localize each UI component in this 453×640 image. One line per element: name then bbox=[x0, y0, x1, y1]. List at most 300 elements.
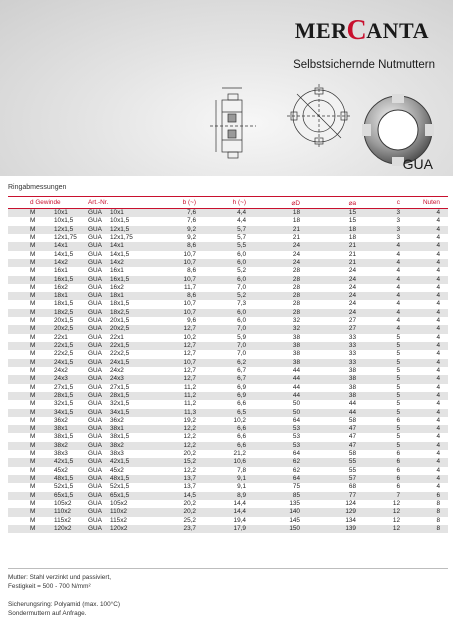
table-cell: 10x1 bbox=[108, 209, 152, 218]
table-cell: 57 bbox=[302, 475, 358, 483]
table-cell: 115x2 bbox=[108, 517, 152, 525]
table-cell: 6,5 bbox=[198, 409, 248, 417]
table-cell: 4 bbox=[358, 300, 402, 308]
table-cell: 6 bbox=[358, 417, 402, 425]
table-cell: 38 bbox=[248, 342, 302, 350]
table-cell: GUA bbox=[86, 251, 108, 259]
table-cell: M bbox=[8, 350, 52, 358]
table-cell: 7,3 bbox=[198, 300, 248, 308]
page-title: Selbstsichernde Nutmuttern bbox=[293, 59, 435, 71]
table-cell: 6,0 bbox=[198, 259, 248, 267]
table-cell: 4 bbox=[402, 392, 448, 400]
table-cell: 48x1,5 bbox=[108, 475, 152, 483]
table-cell: M bbox=[8, 234, 52, 242]
table-cell: 6 bbox=[402, 492, 448, 500]
table-cell: 38 bbox=[302, 375, 358, 383]
table-cell: 4 bbox=[402, 242, 448, 250]
table-cell: M bbox=[8, 267, 52, 275]
table-cell: 44 bbox=[302, 400, 358, 408]
table-cell: 4 bbox=[358, 309, 402, 317]
table-cell: 14,4 bbox=[198, 500, 248, 508]
table-cell: 5 bbox=[358, 392, 402, 400]
table-cell: 4 bbox=[402, 367, 448, 375]
section-title: Ringabmessungen bbox=[8, 184, 67, 191]
table-cell: 4 bbox=[402, 309, 448, 317]
table-cell: 42x1,5 bbox=[108, 458, 152, 466]
table-cell: 24 bbox=[302, 267, 358, 275]
table-cell: 65x1,5 bbox=[108, 492, 152, 500]
table-cell: 7,6 bbox=[152, 217, 198, 225]
table-cell: M bbox=[8, 409, 52, 417]
table-cell: 38x2 bbox=[108, 442, 152, 450]
table-cell: 8,6 bbox=[152, 292, 198, 300]
table-cell: 16x2 bbox=[52, 284, 86, 292]
table-cell: 47 bbox=[302, 425, 358, 433]
table-cell: 14x1,5 bbox=[52, 251, 86, 259]
dimensions-table-container bbox=[8, 196, 448, 533]
table-cell: 12x1,5 bbox=[52, 226, 86, 234]
table-cell: 24 bbox=[248, 251, 302, 259]
table-cell: 24 bbox=[302, 292, 358, 300]
table-cell: 3 bbox=[358, 209, 402, 218]
table-cell: 24x3 bbox=[52, 375, 86, 383]
table-cell: 28 bbox=[248, 309, 302, 317]
table-cell: 140 bbox=[248, 508, 302, 516]
table-cell: 4 bbox=[402, 300, 448, 308]
table-cell: 7,0 bbox=[198, 350, 248, 358]
table-cell: 120x2 bbox=[108, 525, 152, 533]
table-cell: 4,4 bbox=[198, 209, 248, 218]
table-cell: 28 bbox=[248, 284, 302, 292]
table-cell: 8 bbox=[402, 517, 448, 525]
table-cell: 19,2 bbox=[152, 417, 198, 425]
table-cell: 11,2 bbox=[152, 384, 198, 392]
table-cell: 4 bbox=[402, 417, 448, 425]
table-cell: 24x2 bbox=[52, 367, 86, 375]
table-cell: 24x3 bbox=[108, 375, 152, 383]
table-cell: 8 bbox=[402, 508, 448, 516]
table-cell: 62 bbox=[248, 458, 302, 466]
table-cell: 50 bbox=[248, 409, 302, 417]
table-cell: 38 bbox=[302, 367, 358, 375]
col-nuten: Nuten bbox=[402, 197, 448, 209]
table-cell: 4 bbox=[402, 325, 448, 333]
table-cell: GUA bbox=[86, 450, 108, 458]
table-cell: 44 bbox=[302, 409, 358, 417]
table-cell: 9,6 bbox=[152, 317, 198, 325]
table-cell: 5 bbox=[358, 350, 402, 358]
table-row bbox=[8, 359, 448, 367]
table-cell: 7,6 bbox=[152, 209, 198, 218]
header-banner bbox=[0, 0, 453, 176]
table-cell: GUA bbox=[86, 375, 108, 383]
table-cell: 22x1 bbox=[108, 334, 152, 342]
table-cell: M bbox=[8, 517, 52, 525]
table-cell: 4 bbox=[402, 226, 448, 234]
table-cell: 4 bbox=[402, 292, 448, 300]
table-cell: 18 bbox=[302, 226, 358, 234]
table-cell: GUA bbox=[86, 309, 108, 317]
table-cell: 12,7 bbox=[152, 350, 198, 358]
table-cell: 145 bbox=[248, 517, 302, 525]
table-cell: 24 bbox=[248, 259, 302, 267]
table-row bbox=[8, 292, 448, 300]
table-cell: 28x1,5 bbox=[108, 392, 152, 400]
table-cell: 5 bbox=[358, 359, 402, 367]
table-cell: 13,7 bbox=[152, 483, 198, 491]
table-row bbox=[8, 400, 448, 408]
table-cell: 10,6 bbox=[198, 458, 248, 466]
table-cell: 52x1,5 bbox=[52, 483, 86, 491]
table-cell: 20x2,5 bbox=[108, 325, 152, 333]
table-cell: M bbox=[8, 400, 52, 408]
table-cell: 12,7 bbox=[152, 375, 198, 383]
table-cell: 150 bbox=[248, 525, 302, 533]
table-cell: 105x2 bbox=[108, 500, 152, 508]
table-cell: 115x2 bbox=[52, 517, 86, 525]
table-cell: 7,0 bbox=[198, 342, 248, 350]
table-cell: 12,2 bbox=[152, 467, 198, 475]
table-cell: 58 bbox=[302, 450, 358, 458]
table-cell: M bbox=[8, 508, 52, 516]
technical-drawing-front-icon bbox=[283, 80, 355, 152]
material-note: Mutter: Stahl verzinkt und passiviert, bbox=[8, 574, 112, 581]
table-cell: 4 bbox=[358, 259, 402, 267]
table-row bbox=[8, 467, 448, 475]
table-cell: 10,7 bbox=[152, 300, 198, 308]
table-cell: 10,2 bbox=[152, 334, 198, 342]
table-cell: 9,2 bbox=[152, 226, 198, 234]
table-cell: 36x2 bbox=[52, 417, 86, 425]
table-cell: 77 bbox=[302, 492, 358, 500]
table-cell: M bbox=[8, 483, 52, 491]
col-b: b (~) bbox=[152, 197, 198, 209]
table-cell: M bbox=[8, 217, 52, 225]
col-gewinde: d Gewinde bbox=[8, 197, 86, 209]
table-cell: 12x1,75 bbox=[108, 234, 152, 242]
table-cell: 6,6 bbox=[198, 442, 248, 450]
table-cell: 6 bbox=[358, 450, 402, 458]
table-cell: 24 bbox=[302, 300, 358, 308]
table-cell: 55 bbox=[302, 458, 358, 466]
table-cell: 18x1,5 bbox=[52, 300, 86, 308]
table-cell: 18 bbox=[248, 217, 302, 225]
table-cell: 12 bbox=[358, 517, 402, 525]
table-cell: 24x2 bbox=[108, 367, 152, 375]
table-row bbox=[8, 209, 448, 218]
table-row bbox=[8, 492, 448, 500]
table-cell: 21 bbox=[248, 234, 302, 242]
table-cell: 4 bbox=[358, 242, 402, 250]
table-cell: 27x1,5 bbox=[108, 384, 152, 392]
table-cell: 4 bbox=[402, 425, 448, 433]
table-cell: 6,6 bbox=[198, 425, 248, 433]
table-cell: 10x1,5 bbox=[108, 217, 152, 225]
table-cell: 4 bbox=[358, 284, 402, 292]
table-cell: M bbox=[8, 284, 52, 292]
footer-divider bbox=[8, 568, 448, 569]
table-cell: 17,9 bbox=[198, 525, 248, 533]
table-cell: 110x2 bbox=[108, 508, 152, 516]
table-row bbox=[8, 450, 448, 458]
table-cell: 12,7 bbox=[152, 325, 198, 333]
table-cell: GUA bbox=[86, 475, 108, 483]
table-cell: 21,2 bbox=[198, 450, 248, 458]
table-row bbox=[8, 276, 448, 284]
table-cell: 38 bbox=[248, 359, 302, 367]
table-cell: 38x1,5 bbox=[52, 433, 86, 441]
table-cell: 16x2 bbox=[108, 284, 152, 292]
table-cell: 64 bbox=[248, 417, 302, 425]
table-row bbox=[8, 409, 448, 417]
table-cell: 44 bbox=[248, 375, 302, 383]
table-row bbox=[8, 375, 448, 383]
table-cell: 18x2,5 bbox=[108, 309, 152, 317]
table-cell: 6,7 bbox=[198, 375, 248, 383]
table-row bbox=[8, 217, 448, 225]
table-cell: GUA bbox=[86, 234, 108, 242]
table-row bbox=[8, 334, 448, 342]
ring-note: Sicherungsring: Polyamid (max. 100°C) bbox=[8, 601, 120, 608]
table-cell: 6,0 bbox=[198, 276, 248, 284]
table-cell: GUA bbox=[86, 425, 108, 433]
table-cell: 6 bbox=[358, 475, 402, 483]
table-cell: 18x1 bbox=[108, 292, 152, 300]
table-body bbox=[8, 209, 448, 534]
table-cell: 14x1 bbox=[52, 242, 86, 250]
table-cell: GUA bbox=[86, 525, 108, 533]
table-cell: 38x1 bbox=[52, 425, 86, 433]
table-row bbox=[8, 317, 448, 325]
table-cell: M bbox=[8, 475, 52, 483]
table-cell: M bbox=[8, 467, 52, 475]
table-cell: 32 bbox=[248, 325, 302, 333]
table-row bbox=[8, 433, 448, 441]
table-cell: 28 bbox=[248, 300, 302, 308]
table-cell: 4 bbox=[402, 467, 448, 475]
table-cell: 4 bbox=[402, 359, 448, 367]
footer-notes bbox=[8, 568, 448, 618]
table-cell: 4 bbox=[402, 217, 448, 225]
table-cell: 7,0 bbox=[198, 284, 248, 292]
table-cell: 33 bbox=[302, 359, 358, 367]
table-cell: 42x1,5 bbox=[52, 458, 86, 466]
table-cell: GUA bbox=[86, 508, 108, 516]
table-cell: 38 bbox=[248, 334, 302, 342]
table-cell: 21 bbox=[302, 251, 358, 259]
table-cell: 21 bbox=[302, 259, 358, 267]
table-cell: 32x1,5 bbox=[52, 400, 86, 408]
table-cell: 27x1,5 bbox=[52, 384, 86, 392]
table-cell: 38x3 bbox=[52, 450, 86, 458]
table-cell: 38 bbox=[248, 350, 302, 358]
table-cell: 22x2,5 bbox=[52, 350, 86, 358]
table-cell: 47 bbox=[302, 433, 358, 441]
table-cell: GUA bbox=[86, 342, 108, 350]
table-cell: 22x1,5 bbox=[108, 342, 152, 350]
table-cell: 8 bbox=[402, 525, 448, 533]
table-cell: 4 bbox=[358, 292, 402, 300]
table-cell: 44 bbox=[248, 367, 302, 375]
table-cell: 4 bbox=[402, 375, 448, 383]
table-cell: 5 bbox=[358, 425, 402, 433]
table-cell: 10x1 bbox=[52, 209, 86, 218]
table-cell: 58 bbox=[302, 417, 358, 425]
table-cell: 6,9 bbox=[198, 384, 248, 392]
table-cell: 6 bbox=[358, 467, 402, 475]
table-cell: 53 bbox=[248, 425, 302, 433]
table-cell: 5 bbox=[358, 367, 402, 375]
table-cell: 18 bbox=[248, 209, 302, 218]
table-cell: 7 bbox=[358, 492, 402, 500]
table-cell: 4 bbox=[402, 334, 448, 342]
table-cell: 24 bbox=[302, 284, 358, 292]
table-cell: 24 bbox=[248, 242, 302, 250]
table-cell: 5 bbox=[358, 342, 402, 350]
table-row bbox=[8, 458, 448, 466]
table-cell: GUA bbox=[86, 384, 108, 392]
table-cell: 20,2 bbox=[152, 500, 198, 508]
table-cell: 12,7 bbox=[152, 342, 198, 350]
table-cell: 21 bbox=[302, 242, 358, 250]
table-cell: 14x2 bbox=[108, 259, 152, 267]
table-row bbox=[8, 234, 448, 242]
table-cell: GUA bbox=[86, 334, 108, 342]
table-cell: 38x2 bbox=[52, 442, 86, 450]
table-cell: 5,2 bbox=[198, 267, 248, 275]
table-cell: 4 bbox=[402, 209, 448, 218]
table-cell: M bbox=[8, 417, 52, 425]
table-cell: 10,7 bbox=[152, 359, 198, 367]
table-cell: 12x1,5 bbox=[108, 226, 152, 234]
table-row bbox=[8, 226, 448, 234]
product-series-label: GUA bbox=[402, 156, 433, 172]
table-cell: 10,7 bbox=[152, 276, 198, 284]
table-cell: 20x1,5 bbox=[108, 317, 152, 325]
table-cell: 4 bbox=[402, 342, 448, 350]
table-cell: 12,2 bbox=[152, 433, 198, 441]
table-cell: GUA bbox=[86, 325, 108, 333]
table-cell: M bbox=[8, 442, 52, 450]
table-cell: M bbox=[8, 317, 52, 325]
special-order-note: Sondermuttern auf Anfrage. bbox=[8, 610, 87, 617]
table-cell: 18x2,5 bbox=[52, 309, 86, 317]
table-cell: 16x1 bbox=[108, 267, 152, 275]
table-cell: 18x1 bbox=[52, 292, 86, 300]
table-cell: 5 bbox=[358, 442, 402, 450]
table-cell: 24x1,5 bbox=[108, 359, 152, 367]
table-cell: 15 bbox=[302, 217, 358, 225]
table-cell: 5 bbox=[358, 433, 402, 441]
table-cell: 6,6 bbox=[198, 400, 248, 408]
table-cell: M bbox=[8, 334, 52, 342]
table-cell: 120x2 bbox=[52, 525, 86, 533]
table-cell: 5 bbox=[358, 334, 402, 342]
table-cell: 8,6 bbox=[152, 242, 198, 250]
col-c: c bbox=[358, 197, 402, 209]
table-cell: 4 bbox=[402, 234, 448, 242]
table-cell: M bbox=[8, 450, 52, 458]
table-cell: GUA bbox=[86, 409, 108, 417]
table-cell: 4 bbox=[358, 317, 402, 325]
table-cell: 25,2 bbox=[152, 517, 198, 525]
table-cell: 38x1 bbox=[108, 425, 152, 433]
table-cell: 12 bbox=[358, 500, 402, 508]
table-cell: 53 bbox=[248, 442, 302, 450]
table-row bbox=[8, 350, 448, 358]
table-cell: 4 bbox=[402, 267, 448, 275]
table-cell: 34x1,5 bbox=[108, 409, 152, 417]
table-cell: 34x1,5 bbox=[52, 409, 86, 417]
table-cell: 45x2 bbox=[52, 467, 86, 475]
table-cell: 11,2 bbox=[152, 400, 198, 408]
table-cell: 27 bbox=[302, 325, 358, 333]
table-cell: 28x1,5 bbox=[52, 392, 86, 400]
table-cell: M bbox=[8, 500, 52, 508]
table-cell: GUA bbox=[86, 300, 108, 308]
table-cell: 33 bbox=[302, 342, 358, 350]
table-cell: M bbox=[8, 276, 52, 284]
table-cell: 5 bbox=[358, 375, 402, 383]
table-cell: 16x1,5 bbox=[52, 276, 86, 284]
table-cell: M bbox=[8, 367, 52, 375]
table-cell: 38 bbox=[302, 392, 358, 400]
table-cell: 4 bbox=[402, 475, 448, 483]
table-cell: 48x1,5 bbox=[52, 475, 86, 483]
table-row bbox=[8, 309, 448, 317]
table-cell: 5 bbox=[358, 400, 402, 408]
brand-logo: MER C ANTA bbox=[294, 15, 429, 46]
table-row bbox=[8, 392, 448, 400]
table-cell: 33 bbox=[302, 334, 358, 342]
table-cell: 6,0 bbox=[198, 317, 248, 325]
table-cell: 14x1,5 bbox=[108, 251, 152, 259]
table-cell: 45x2 bbox=[108, 467, 152, 475]
table-cell: 55 bbox=[302, 467, 358, 475]
table-row bbox=[8, 475, 448, 483]
table-cell: 20,2 bbox=[152, 508, 198, 516]
table-cell: GUA bbox=[86, 242, 108, 250]
table-cell: 5,5 bbox=[198, 242, 248, 250]
table-cell: 64 bbox=[248, 475, 302, 483]
table-cell: 4 bbox=[402, 350, 448, 358]
table-cell: 6,7 bbox=[198, 367, 248, 375]
table-cell: 68 bbox=[302, 483, 358, 491]
table-row bbox=[8, 259, 448, 267]
table-cell: 11,3 bbox=[152, 409, 198, 417]
table-cell: 38x3 bbox=[108, 450, 152, 458]
table-cell: GUA bbox=[86, 267, 108, 275]
table-cell: M bbox=[8, 209, 52, 218]
table-cell: 12 bbox=[358, 508, 402, 516]
table-cell: 10,2 bbox=[198, 417, 248, 425]
table-cell: 5,7 bbox=[198, 226, 248, 234]
table-cell: 12x1,75 bbox=[52, 234, 86, 242]
table-cell: 12 bbox=[358, 525, 402, 533]
table-cell: 44 bbox=[248, 392, 302, 400]
table-row bbox=[8, 267, 448, 275]
table-cell: GUA bbox=[86, 367, 108, 375]
table-cell: 6,2 bbox=[198, 359, 248, 367]
table-cell: 6 bbox=[358, 483, 402, 491]
table-cell: M bbox=[8, 375, 52, 383]
table-cell: 9,2 bbox=[152, 234, 198, 242]
table-cell: GUA bbox=[86, 467, 108, 475]
table-cell: 12,2 bbox=[152, 425, 198, 433]
table-cell: 4 bbox=[402, 409, 448, 417]
table-cell: 28 bbox=[248, 276, 302, 284]
table-row bbox=[8, 251, 448, 259]
